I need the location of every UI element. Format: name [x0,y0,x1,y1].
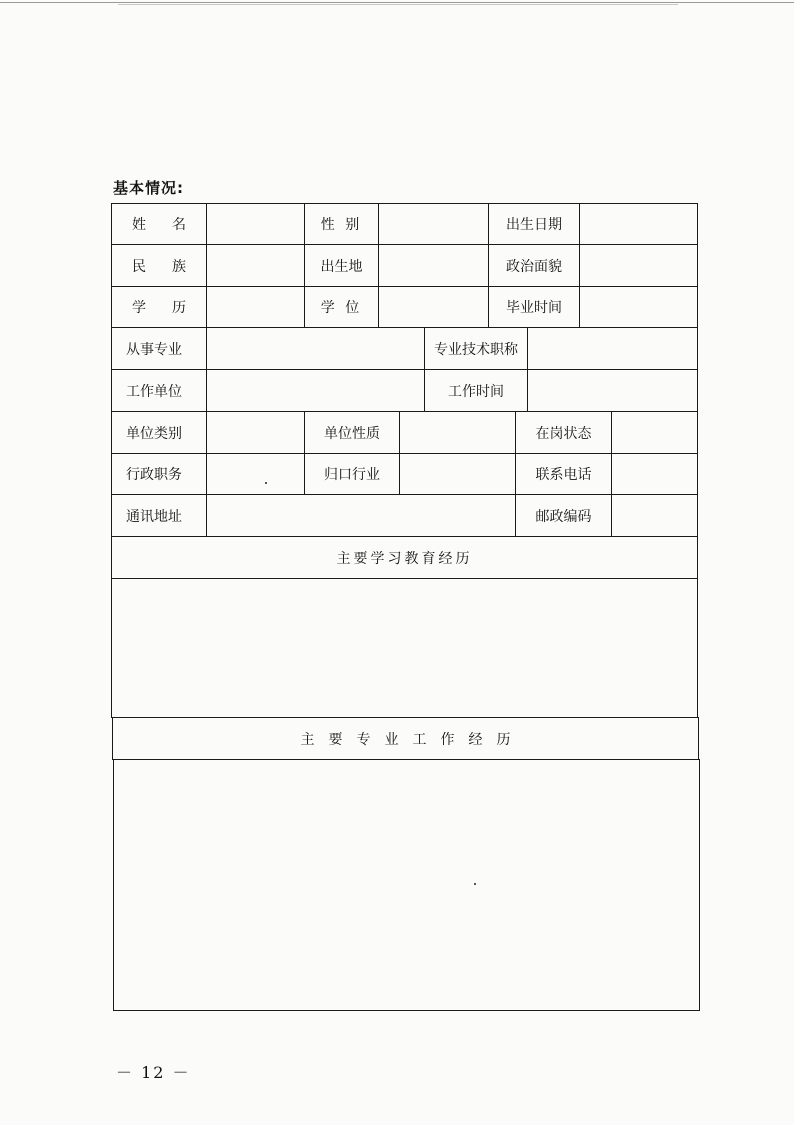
label-professional-title: 专业技术职称 [424,327,528,370]
scan-top-edge [0,2,794,3]
label-gender: 性 别 [304,203,379,245]
field-name[interactable] [206,203,305,245]
label-degree: 学 位 [304,286,379,328]
scan-speck [265,482,267,484]
field-birthplace[interactable] [378,244,489,287]
label-phone: 联系电话 [515,453,612,495]
label-education-char1: 学 [132,300,146,316]
field-address[interactable] [206,494,516,537]
label-birth-date: 出生日期 [488,203,580,245]
label-political-status: 政治面貌 [488,244,580,287]
label-work-time: 工作时间 [424,369,528,412]
field-work-time[interactable] [527,369,698,412]
field-phone[interactable] [611,453,698,495]
field-ethnicity[interactable] [206,244,305,287]
field-postcode[interactable] [611,494,698,537]
label-employer: 工作单位 [111,369,207,412]
label-job-status: 在岗状态 [515,411,612,454]
field-graduation-time[interactable] [579,286,698,328]
field-industry[interactable] [399,453,516,495]
field-gender[interactable] [378,203,489,245]
field-employer[interactable] [206,369,425,412]
label-postcode: 邮政编码 [515,494,612,537]
label-name-char2: 名 [172,217,186,233]
education-header: 主要学习教育经历 [111,536,698,579]
field-unit-nature[interactable] [399,411,516,454]
label-ethnicity-char2: 族 [172,258,186,275]
field-birth-date[interactable] [579,203,698,245]
field-admin-position[interactable] [206,453,305,495]
label-education [111,286,207,328]
education-content-area[interactable] [111,578,698,718]
label-ethnicity [111,244,207,287]
label-education-char2: 历 [172,300,186,316]
field-job-status[interactable] [611,411,698,454]
label-birthplace: 出生地 [304,244,379,287]
work-content-area[interactable] [113,759,700,1011]
label-name [111,203,207,245]
section-title: 基本情况: [113,179,184,197]
page-number: － 12 － [116,1063,191,1082]
scan-top-edge-faint [118,4,678,5]
label-unit-nature: 单位性质 [304,411,400,454]
scan-speck [474,883,476,885]
label-graduation-time: 毕业时间 [488,286,580,328]
label-name-char1: 姓 [132,217,146,233]
field-unit-category[interactable] [206,411,305,454]
label-address: 通讯地址 [111,494,207,537]
label-admin-position: 行政职务 [111,453,207,495]
field-education[interactable] [206,286,305,328]
work-header: 主要专业工作经历 [112,717,699,760]
field-specialty[interactable] [206,327,425,370]
field-professional-title[interactable] [527,327,698,370]
label-unit-category: 单位类别 [111,411,207,454]
label-ethnicity-char1: 民 [132,258,146,275]
label-industry: 归口行业 [304,453,400,495]
field-degree[interactable] [378,286,489,328]
label-specialty: 从事专业 [111,327,207,370]
field-political-status[interactable] [579,244,698,287]
